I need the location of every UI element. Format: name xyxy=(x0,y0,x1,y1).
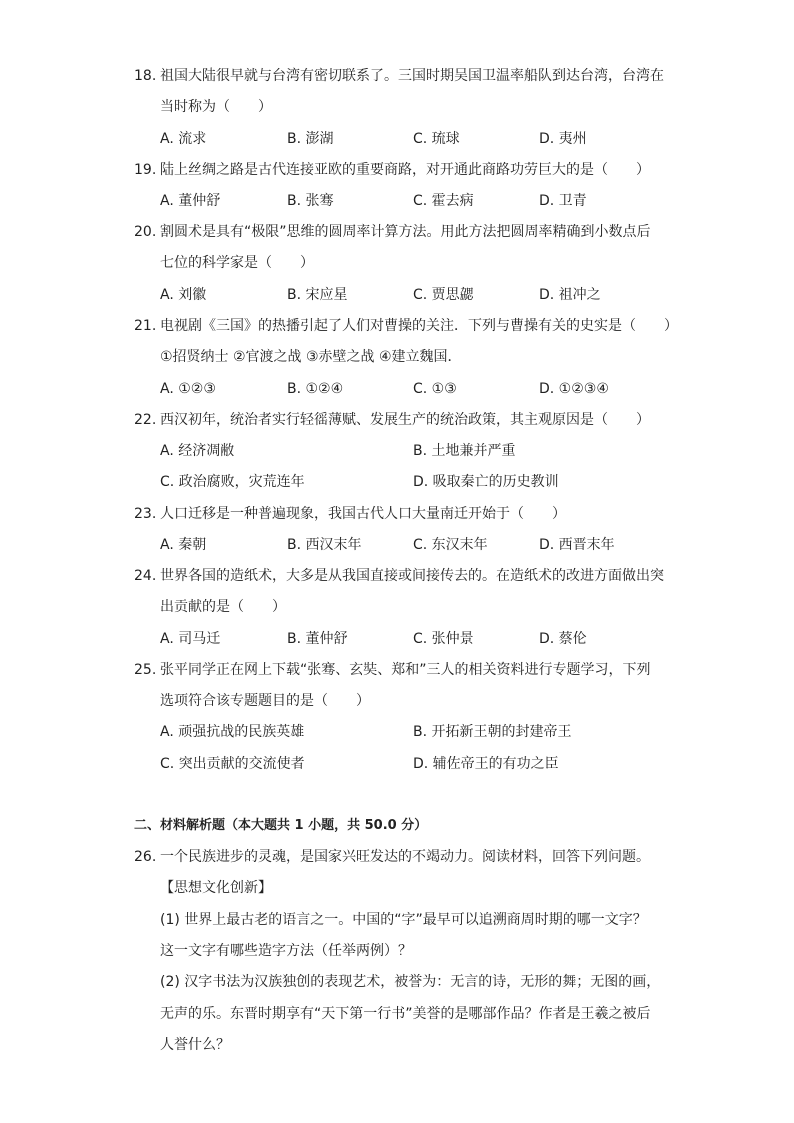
question-number: 25. xyxy=(134,662,157,678)
question-stem: 出贡献的是（ ） xyxy=(160,599,286,615)
option-d: D. 蔡伦 xyxy=(539,631,587,647)
option-d: D. 西晋末年 xyxy=(539,537,615,553)
option-a: A. 董仲舒 xyxy=(160,193,221,209)
question-stem: 割圆术是具有“极限”思维的圆周率计算方法。用此方法把圆周率精确到小数点后 xyxy=(160,224,651,240)
question-stem: 电视剧《三国》的热播引起了人们对曹操的关注．下列与曹操有关的史实是（ ） xyxy=(160,318,678,334)
option-a: A. 刘徽 xyxy=(160,287,207,303)
question-number: 24. xyxy=(134,568,157,584)
material-subheading: 【思想文化创新】 xyxy=(160,880,272,896)
option-b: B. 宋应星 xyxy=(287,287,348,303)
option-d: D. ①②③④ xyxy=(539,381,609,397)
option-d: D. 辅佐帝王的有功之臣 xyxy=(413,756,559,772)
option-a: A. 司马迁 xyxy=(160,631,221,647)
option-c: C. ①③ xyxy=(413,381,457,397)
sub-question-1: (1) 世界上最古老的语言之一。中国的“字”最早可以追溯商周时期的哪一文字？ xyxy=(160,912,647,928)
option-d: D. 吸取秦亡的历史教训 xyxy=(413,474,559,490)
option-b: B. 澎湖 xyxy=(287,131,334,147)
question-number: 23. xyxy=(134,506,157,522)
option-c: C. 突出贡献的交流使者 xyxy=(160,756,305,772)
question-number: 18. xyxy=(134,68,157,84)
option-a: A. 经济凋敝 xyxy=(160,443,235,459)
option-a: A. ①②③ xyxy=(160,381,216,397)
question-number: 22. xyxy=(134,412,157,428)
option-c: C. 霍去病 xyxy=(413,193,474,209)
question-stem: 一个民族进步的灵魂，是国家兴旺发达的不竭动力。阅读材料，回答下列问题。 xyxy=(160,849,650,865)
option-b: B. 张骞 xyxy=(287,193,334,209)
question-number: 26. xyxy=(134,849,157,865)
option-c: C. 琉球 xyxy=(413,131,460,147)
question-stem: 世界各国的造纸术，大多是从我国直接或间接传去的。在造纸术的改进方面做出突 xyxy=(160,568,664,584)
question-stem: 选项符合该专题题目的是（ ） xyxy=(160,693,370,709)
option-b: B. 西汉末年 xyxy=(287,537,362,553)
option-d: D. 祖冲之 xyxy=(539,287,601,303)
option-a: A. 流求 xyxy=(160,131,207,147)
option-a: A. 秦朝 xyxy=(160,537,207,553)
option-d: D. 卫青 xyxy=(539,193,587,209)
option-c: C. 张仲景 xyxy=(413,631,474,647)
question-stem: 西汉初年，统治者实行轻徭薄赋、发展生产的统治政策，其主观原因是（ ） xyxy=(160,412,650,428)
question-number: 21. xyxy=(134,318,157,334)
question-stem: 张平同学正在网上下载“张骞、玄奘、郑和”三人的相关资料进行专题学习，下列 xyxy=(160,662,651,678)
sub-question-2: 人誉什么？ xyxy=(160,1037,230,1053)
question-stem: 陆上丝绸之路是古代连接亚欧的重要商路，对开通此商路功劳巨大的是（ ） xyxy=(160,162,650,178)
option-b: B. 土地兼并严重 xyxy=(413,443,516,459)
option-d: D. 夷州 xyxy=(539,131,587,147)
question-stem: ①招贤纳士 ②官渡之战 ③赤壁之战 ④建立魏国． xyxy=(160,349,462,365)
option-c: C. 贾思勰 xyxy=(413,287,474,303)
option-b: B. ①②④ xyxy=(287,381,344,397)
option-b: B. 董仲舒 xyxy=(287,631,348,647)
question-stem: 人口迁移是一种普遍现象，我国古代人口大量南迁开始于（ ） xyxy=(160,506,566,522)
sub-question-2: (2) 汉字书法为汉族独创的表现艺术，被誉为：无言的诗，无形的舞；无图的画， xyxy=(160,974,661,990)
option-b: B. 开拓新王朝的封建帝王 xyxy=(413,724,572,740)
question-number: 20. xyxy=(134,224,157,240)
sub-question-1: 这一文字有哪些造字方法（任举两例）？ xyxy=(160,943,412,959)
question-stem: 祖国大陆很早就与台湾有密切联系了。三国时期吴国卫温率船队到达台湾，台湾在 xyxy=(160,68,664,84)
section-heading: 二、材料解析题（本大题共 1 小题，共 50.0 分） xyxy=(134,818,428,833)
option-a: A. 顽强抗战的民族英雄 xyxy=(160,724,305,740)
question-stem: 当时称为（ ） xyxy=(160,99,272,115)
question-stem: 七位的科学家是（ ） xyxy=(160,255,314,271)
option-c: C. 东汉末年 xyxy=(413,537,488,553)
question-number: 19. xyxy=(134,162,157,178)
option-c: C. 政治腐败，灾荒连年 xyxy=(160,474,305,490)
sub-question-2: 无声的乐。东晋时期享有“天下第一行书”美誉的是哪部作品？作者是王羲之被后 xyxy=(160,1006,651,1022)
